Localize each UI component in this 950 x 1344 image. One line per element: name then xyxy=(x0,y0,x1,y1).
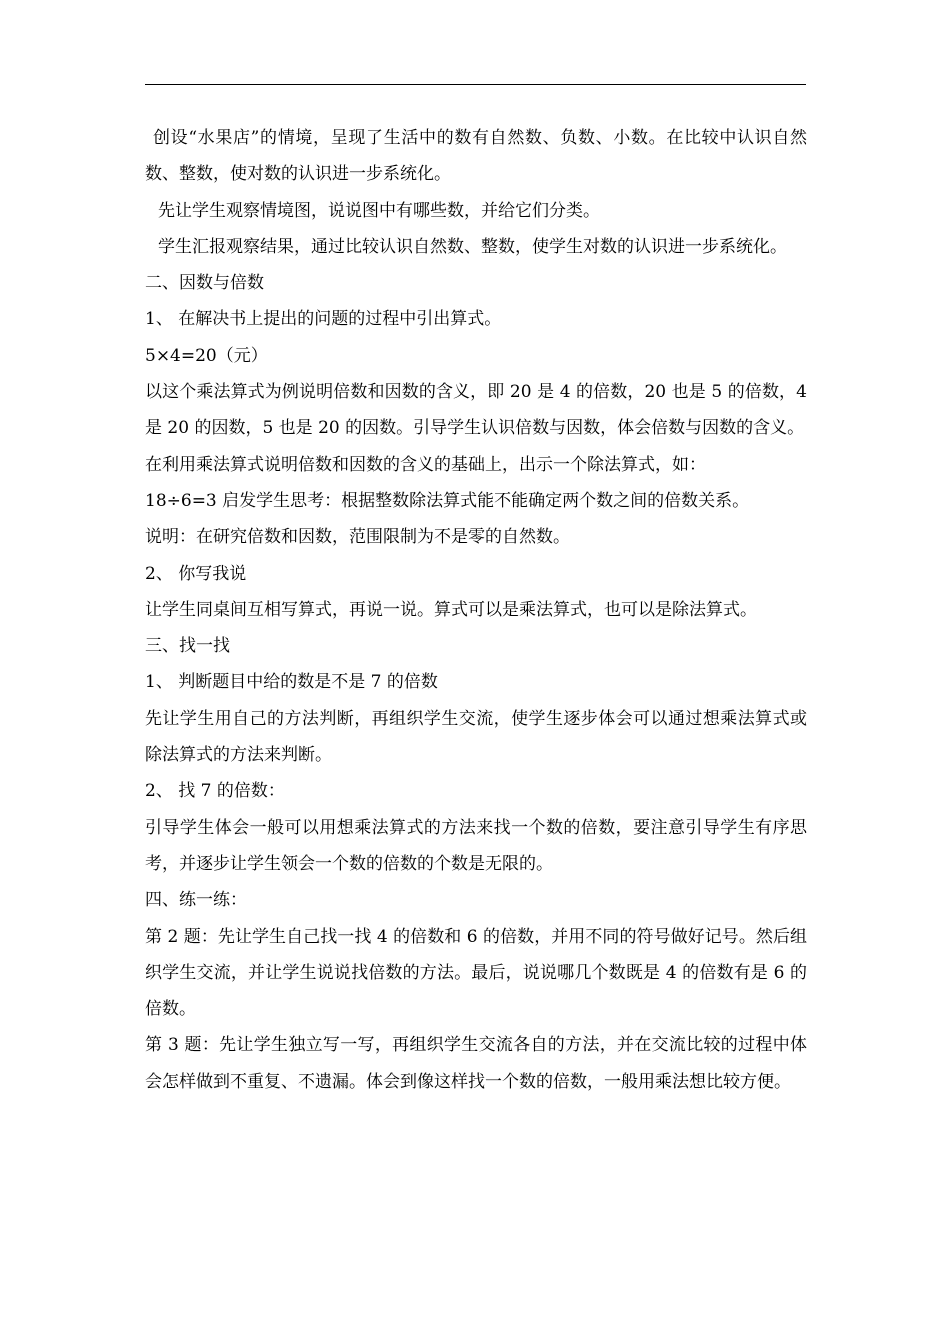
header-rule xyxy=(145,84,806,85)
document-body xyxy=(145,120,807,1100)
paragraph-pair-writing: 让学生同桌间互相写算式，再说一说。算式可以是乘法算式，也可以是除法算式。 xyxy=(145,599,757,620)
paragraph-student-report: 学生汇报观察结果，通过比较认识自然数、整数，使学生对数的认识进一步系统化。 xyxy=(158,236,787,257)
paragraph-exercise-2: 第 2 题：先让学生自己找一找 4 的倍数和 6 的倍数，并用不同的符号做好记号。然后组织学生交流，并让学生说说找倍数的方法。最后，说说哪几个数既是 4 的倍数有是 6 的倍数。 xyxy=(145,926,807,1020)
section-heading-practice: 四、练一练： xyxy=(145,890,247,911)
equation-multiplication: 5×4=20（元） xyxy=(145,345,268,366)
paragraph-judge-method: 先让学生用自己的方法判断，再组织学生交流，使学生逐步体会可以通过想乘法算式或除法算式的方法来判断。 xyxy=(145,708,807,766)
paragraph-note-range: 说明：在研究倍数和因数，范围限制为不是零的自然数。 xyxy=(145,527,570,548)
paragraph-division-equation: 18÷6=3 启发学生思考：根据整数除法算式能不能确定两个数之间的倍数关系。 xyxy=(145,490,750,511)
item-2-find-multiples-of-7: 2、 找 7 的倍数： xyxy=(145,781,285,802)
section-heading-find: 三、找一找 xyxy=(145,636,230,657)
section-heading-factors-multiples: 二、因数与倍数 xyxy=(145,273,264,294)
paragraph-observe-scene: 先让学生观察情境图，说说图中有哪些数，并给它们分类。 xyxy=(158,200,600,221)
paragraph-fruit-shop-scenario: 创设“水果店”的情境，呈现了生活中的数有自然数、负数、小数。在比较中认识自然数、整数，使对数的认识进一步系统化。 xyxy=(145,128,807,185)
paragraph-exercise-3: 第 3 题：先让学生独立写一写，再组织学生交流各自的方法，并在交流比较的过程中体会怎样做到不重复、不遗漏。体会到像这样找一个数的倍数，一般用乘法想比较方便。 xyxy=(145,1035,807,1092)
item-1-judge-multiples-of-7: 1、 判断题目中给的数是不是 7 的倍数 xyxy=(145,672,438,693)
paragraph-meaning-of-multiples: 以这个乘法算式为例说明倍数和因数的含义，即 20 是 4 的倍数，20 也是 5 的倍数，4 是 20 的因数，5 也是 20 的因数。引导学生认识倍数与因数，体会倍数与因数的含义。 xyxy=(145,382,807,439)
paragraph-division-intro: 在利用乘法算式说明倍数和因数的含义的基础上，出示一个除法算式，如： xyxy=(145,454,706,475)
item-1-introduce-equation: 1、 在解决书上提出的问题的过程中引出算式。 xyxy=(145,309,502,330)
paragraph-find-method: 引导学生体会一般可以用想乘法算式的方法来找一个数的倍数，要注意引导学生有序思考，并逐步让学生领会一个数的倍数的个数是无限的。 xyxy=(145,817,807,874)
item-2-you-write-i-say: 2、 你写我说 xyxy=(145,563,247,584)
